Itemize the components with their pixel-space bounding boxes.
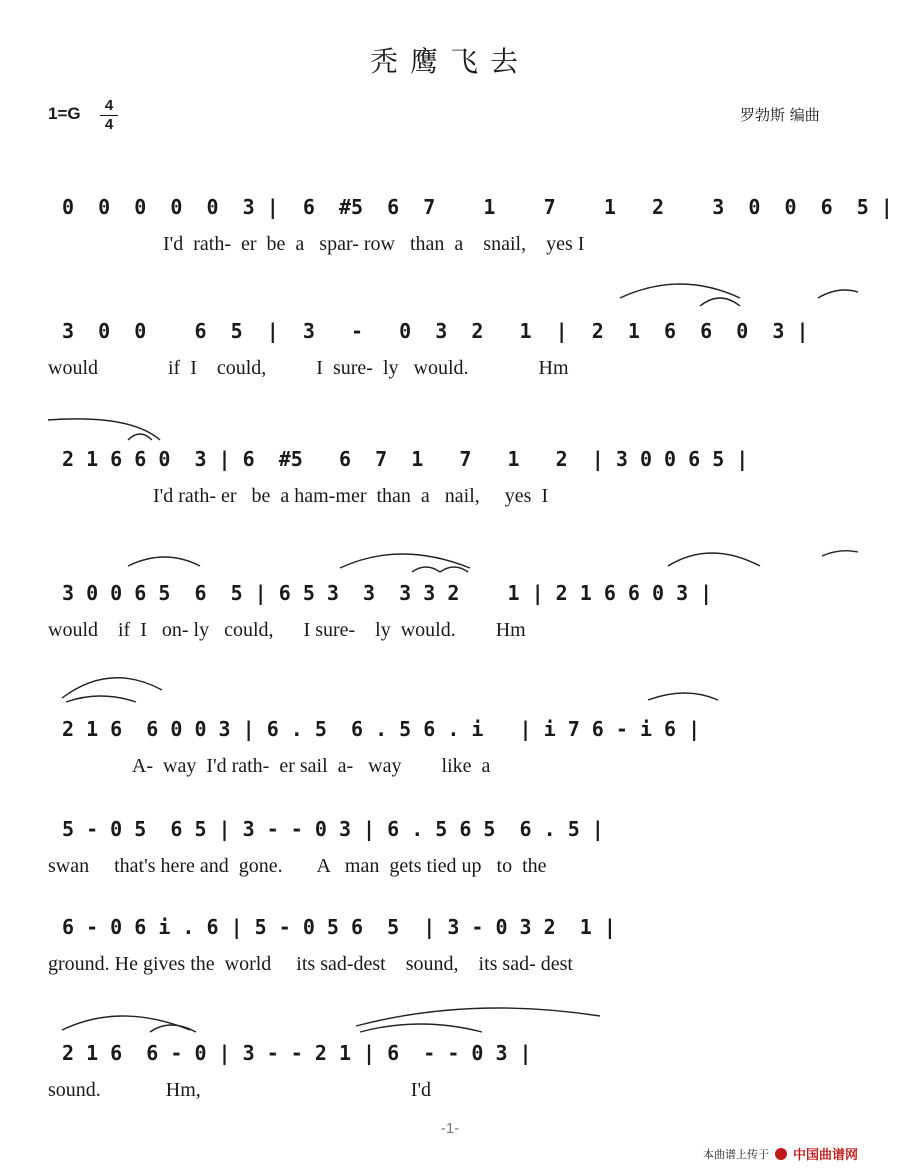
notes-line: 2 1 6 6 0 0 3 | 6 . 5 6 . 5 6 . i | i 7 6 - i 6 | xyxy=(62,717,701,741)
notes-line: 6 - 0 6 i . 6 | 5 - 0 5 6 5 | 3 - 0 3 2 1 | xyxy=(62,915,616,939)
lyrics-line: would if I could, I sure- ly would. Hm xyxy=(48,357,569,379)
lyrics-line: would if I on- ly could, I sure- ly would. Hm xyxy=(48,619,526,641)
lyrics-line: I'd rath- er be a spar- row than a snail, yes I xyxy=(48,233,585,255)
time-signature xyxy=(100,98,118,133)
site-logo-icon xyxy=(775,1148,787,1160)
notes-line: 3 0 0 6 5 | 3 - 0 3 2 1 | 2 1 6 6 0 3 | xyxy=(62,319,809,343)
score-row-1 xyxy=(0,192,900,302)
footer-credit xyxy=(703,1144,858,1163)
page-title: 秃鹰飞去 xyxy=(369,45,530,78)
score-row-4 xyxy=(0,578,900,688)
lyrics-line: swan that's here and gone. A man gets tied up to the xyxy=(48,855,547,877)
lyrics-line: I'd rath- er be a ham-mer than a nail, yes I xyxy=(48,485,549,507)
composer-credit: 罗勃斯 编曲 xyxy=(740,106,820,124)
score-row-3 xyxy=(0,444,900,554)
time-signature-bottom: 4 xyxy=(104,116,114,133)
lyrics-line: ground. He gives the world its sad-dest sound, its sad- dest xyxy=(48,953,573,975)
key-signature: 1=G xyxy=(48,104,81,123)
notes-line: 3 0 0 6 5 6 5 | 6 5 3 3 3 3 2 1 | 2 1 6 6 0 3 | xyxy=(62,581,713,605)
footer-label: 本曲谱上传于 xyxy=(702,1147,769,1161)
notes-line: 2 1 6 6 0 3 | 6 #5 6 7 1 7 1 2 | 3 0 0 6 5 | xyxy=(62,447,749,471)
score-row-5 xyxy=(0,714,900,824)
score-row-7 xyxy=(0,912,900,1022)
score-row-2 xyxy=(0,316,900,426)
lyrics-line: A- way I'd rath- er sail a- way like a xyxy=(48,755,491,777)
page-number: -1- xyxy=(440,1120,460,1137)
footer-site-name[interactable]: 中国曲谱网 xyxy=(792,1148,858,1163)
notes-line: 5 - 0 5 6 5 | 3 - - 0 3 | 6 . 5 6 5 6 . 5 | xyxy=(62,817,604,841)
notes-line: 2 1 6 6 - 0 | 3 - - 2 1 | 6 - - 0 3 | xyxy=(62,1041,532,1065)
score-row-6 xyxy=(0,814,900,924)
lyrics-line: sound. Hm, I'd xyxy=(48,1079,432,1101)
notes-line: 0 0 0 0 0 3 | 6 #5 6 7 1 7 1 2 3 0 0 6 5 | xyxy=(62,195,893,219)
time-signature-top: 4 xyxy=(104,97,114,114)
